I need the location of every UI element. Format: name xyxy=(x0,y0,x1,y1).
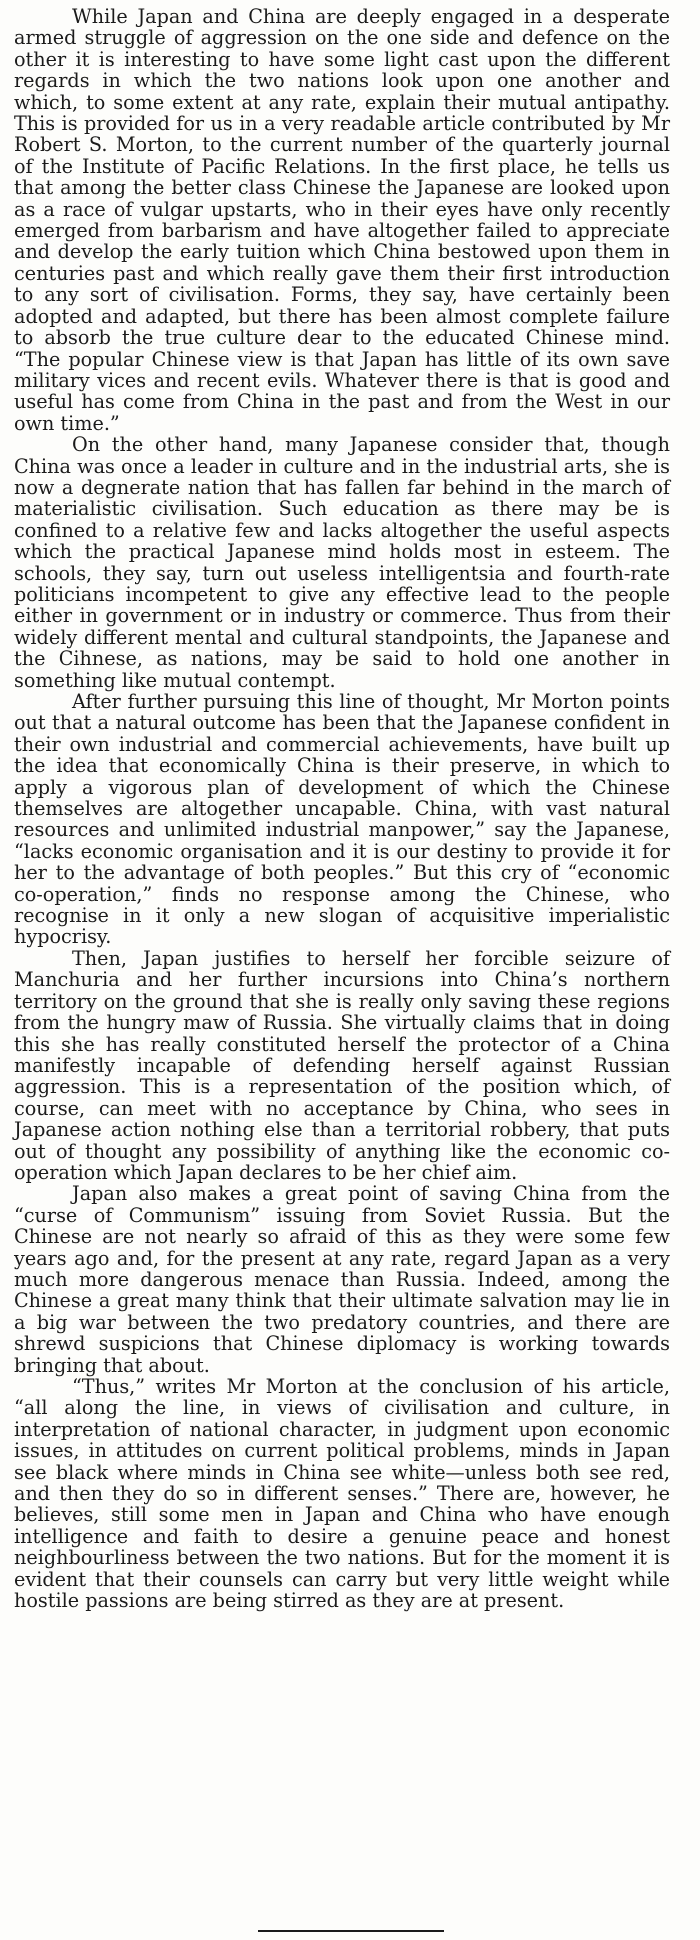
paragraph-conclusion: “Thus,” writes Mr Morton at the conclusion of his article, “all along the line, in views of civilisation and culture, in interpretation of national character, in judgment upon economic issues, in attitudes on current political problems, minds in Japan see black where minds in China see white—unless both see red, and then they do so in different senses.” There are, however, he believes, still some men in Japan and China who have enough intelligence and faith to desire a genuine peace and honest neighbourliness between the two nations. But for the moment it is evident that their counsels can carry but very little weight while hostile passions are being stirred as they are at present. xyxy=(14,1375,670,1613)
paragraph-japanese-view: On the other hand, many Japanese consider that, though China was once a leader in culture and in the industrial arts, she is now a degnerate nation that has fallen far behind in the march of materialistic civilisation. Such education as there may be is confined to a relative few and lacks altogether the useful aspects which the practical Japanese mind holds most in esteem. The schools, they say, turn out useless intelligentsia and fourth-rate politicians incompetent to give any effective lead to the people either in government or in industry or commerce. Thus from their widely different mental and cultural standpoints, the Japanese and the Cihnese, as nations, may be said to hold one another in something like mutual contempt. xyxy=(14,433,670,692)
paragraph-manchuria: Then, Japan justifies to herself her forcible seizure of Manchuria and her further incursions into China’s northern territory on the ground that she is really only saving these regions from the hungry maw of Russia. She virtually claims that in doing this she has really constituted herself the protector of a China manifestly incapable of defending herself against Russian aggression. This is a representation of the position which, of course, can meet with no acceptance by China, who sees in Japanese action nothing else than a territorial robbery, that puts out of thought any possibility of anything like the economic co-operation which Japan declares to be her chief aim. xyxy=(14,946,670,1184)
paragraph-communism: Japan also makes a great point of saving China from the “curse of Communism” issuing from Soviet Russia. But the Chinese are not nearly so afraid of this as they were some few years ago and, for the present at any rate, regard Japan as a very much more dangerous menace than Russia. Indeed, among the Chinese a great many think that their ultimate salvation may lie in a big war between the two predatory countries, and there are shrewd suspicions that Chinese diplomacy is working towards bringing that about. xyxy=(14,1182,670,1377)
paragraph-intro: While Japan and China are deeply engaged in a desperate armed struggle of aggression on the one side and defence on the other it is interesting to have some light cast upon the different regards in which the two nations look upon one another and which, to some extent at any rate, explain their mutual antipathy. This is provided for us in a very readable article contributed by Mr Robert S. Morton, to the current number of the quarterly journal of the Institute of Pacific Relations. In the first place, he tells us that among the better class Chinese the Japanese are looked upon as a race of vulgar upstarts, who in their eyes have only recently emerged from barbarism and have altogether failed to appreciate and develop the early tuition which China bestowed upon them in centuries past and which really gave them their first introduction to any sort of civilisation. Forms, they say, have certainly been adopted and adapted, but there has been almost complete failure to absorb the true culture dear to the educated Chinese mind. “The popular Chinese view is that Japan has little of its own save military vices and recent evils. Whatever there is that is good and useful has come from China in the past and from the West in our own time.” xyxy=(14,5,670,435)
paragraph-economic-preserve: After further pursuing this line of thought, Mr Morton points out that a natural outcome has been that the Japanese confident in their own industrial and commercial achievements, have built up the idea that economically China is their preserve, in which to apply a vigorous plan of development of which the Chinese themselves are altogether uncapable. China, with vast natural resources and unlimited industrial manpower,” say the Japanese, “lacks economic organisation and it is our destiny to provide it for her to the advantage of both peoples.” But this cry of “economic co-operation,” finds no response among the Chinese, who recognise in it only a new slogan of acquisitive imperialistic hypocrisy. xyxy=(14,690,670,949)
end-of-article-rule xyxy=(258,1930,444,1932)
article-column xyxy=(14,6,670,1611)
